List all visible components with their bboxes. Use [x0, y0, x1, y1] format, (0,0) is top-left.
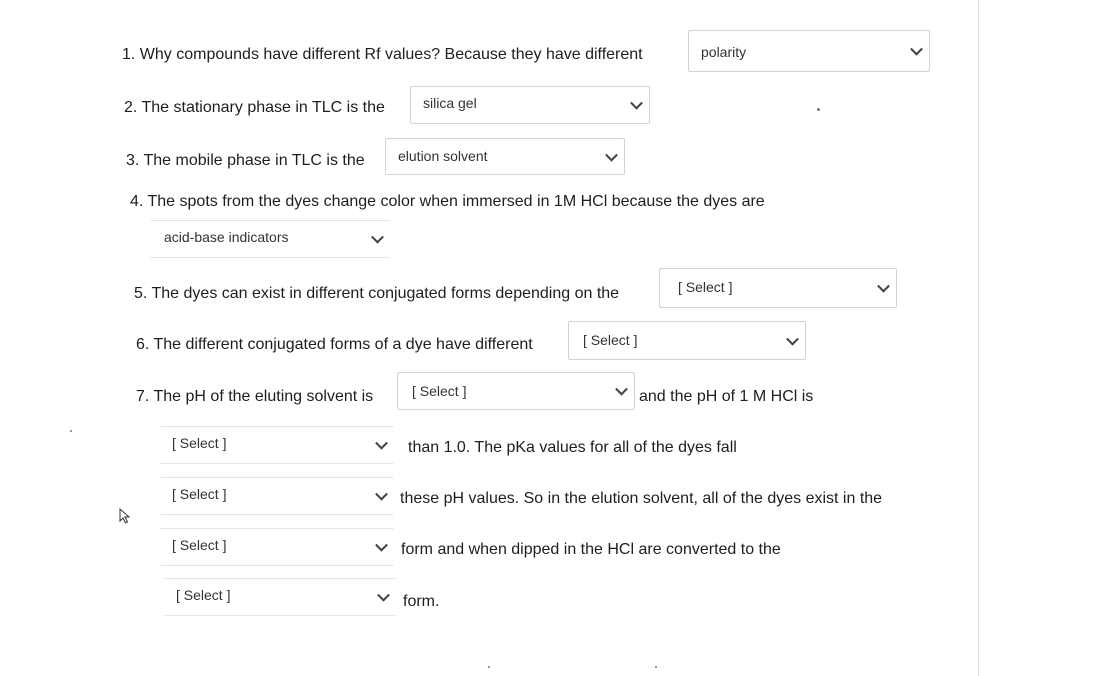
chevron-down-icon	[630, 97, 643, 110]
page-right-border	[978, 0, 979, 676]
chevron-down-icon	[877, 280, 890, 293]
question-7-after-1: and the pH of 1 M HCl is	[639, 388, 814, 405]
chevron-down-icon	[786, 332, 799, 345]
select-value: [ Select ]	[412, 383, 467, 399]
select-value: [ Select ]	[583, 332, 638, 348]
mouse-pointer-icon	[118, 508, 132, 524]
chevron-down-icon	[615, 383, 628, 396]
select-value: polarity	[701, 44, 747, 60]
question-7-select-4[interactable]	[160, 528, 394, 566]
question-2-select[interactable]	[410, 86, 650, 124]
question-2-text: 2. The stationary phase in TLC is the	[124, 99, 385, 116]
stray-dot	[655, 666, 657, 668]
question-6-select[interactable]	[568, 321, 806, 360]
question-7-select-5[interactable]	[164, 578, 396, 616]
select-value: acid-base indicators	[164, 229, 289, 245]
select-value: elution solvent	[398, 148, 488, 164]
question-7-select-2[interactable]	[160, 426, 394, 464]
question-7-select-3[interactable]	[160, 477, 394, 515]
select-value: [ Select ]	[678, 279, 733, 295]
select-value: [ Select ]	[172, 537, 227, 553]
question-4-text: 4. The spots from the dyes change color when immersed in 1M HCl because the dyes are	[130, 193, 765, 210]
question-7-after-3: these pH values. So in the elution solvent, all of the dyes exist in the	[400, 490, 883, 507]
question-5-text: 5. The dyes can exist in different conjugated forms depending on the	[134, 285, 620, 302]
chevron-down-icon	[375, 539, 388, 552]
select-value: [ Select ]	[176, 587, 231, 603]
question-3-text: 3. The mobile phase in TLC is the	[126, 152, 365, 169]
stray-dot	[70, 430, 72, 432]
question-7-after-5: form.	[403, 593, 440, 610]
stray-dot	[817, 108, 820, 111]
question-7-after-2: than 1.0. The pKa values for all of the dyes fall	[408, 439, 737, 456]
chevron-down-icon	[371, 231, 384, 244]
question-3-select[interactable]	[385, 138, 625, 175]
chevron-down-icon	[605, 148, 618, 161]
question-7-after-4: form and when dipped in the HCl are converted to the	[401, 541, 781, 558]
chevron-down-icon	[375, 437, 388, 450]
chevron-down-icon	[375, 488, 388, 501]
question-4-select[interactable]	[150, 220, 390, 258]
question-7-select-1[interactable]	[397, 372, 635, 410]
question-6-text: 6. The different conjugated forms of a dye have different	[136, 336, 533, 353]
question-1-text: 1. Why compounds have different Rf values? Because they have different	[122, 46, 643, 63]
select-value: [ Select ]	[172, 486, 227, 502]
question-1-select[interactable]	[688, 30, 930, 72]
select-value: [ Select ]	[172, 435, 227, 451]
select-value: silica gel	[423, 95, 477, 111]
stray-dot	[488, 666, 490, 668]
chevron-down-icon	[377, 589, 390, 602]
question-7-text: 7. The pH of the eluting solvent is	[136, 388, 374, 405]
question-5-select[interactable]	[659, 268, 897, 308]
chevron-down-icon	[910, 43, 923, 56]
